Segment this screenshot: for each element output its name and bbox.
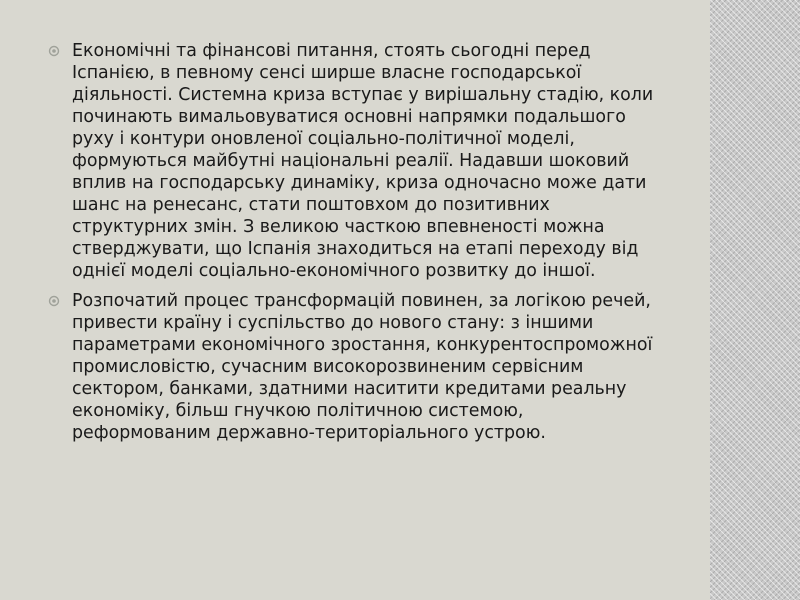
paragraph-text: Розпочатий процес трансформацій повинен, за логікою речей, привести країну і суспільство до нового стану: з іншими параметрами економічного зростання, конкурентоспроможної промисловістю, сучасним високорозвиненим сервісним сектором, банками, здатними наситити кредитами реальну економіку, більш гнучкою політичною системою, реформованим державно-територіального устрою. <box>72 291 653 443</box>
circle-bullet-icon <box>48 45 60 57</box>
decorative-stripe <box>710 0 800 600</box>
list-item <box>48 40 666 282</box>
circle-bullet-icon <box>48 295 60 307</box>
list-item <box>48 290 666 444</box>
bullet-list <box>48 40 666 452</box>
paragraph-text: Економічні та фінансові питання, стоять сьогодні перед Іспанією, в певному сенсі ширше власне господарської діяльності. Системна криза вступає у вирішальну стадію, коли починають вимальовуватися основні напрямки подальшого руху і контури оновленої соціально-політичної моделі, формуються майбутні національні реалії. Надавши шоковий вплив на господарську динаміку, криза одночасно може дати шанс на ренесанс, стати поштовхом до позитивних структурних змін. З великою часткою впевненості можна стверджувати, що Іспанія знаходиться на етапі переходу від однієї моделі соціально-економічного розвитку до іншої. <box>72 41 654 281</box>
